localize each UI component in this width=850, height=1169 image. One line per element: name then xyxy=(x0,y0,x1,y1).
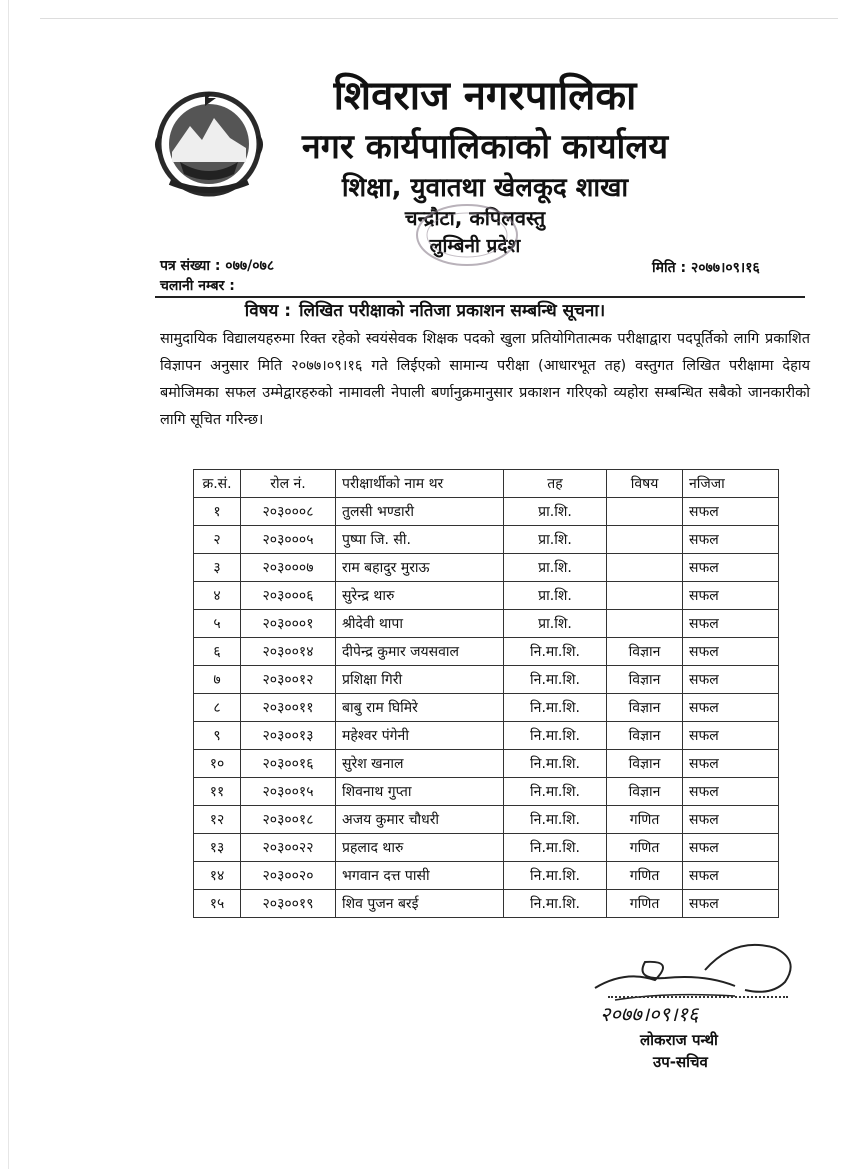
cell-roll: २०३००१९ xyxy=(241,890,336,918)
subject-label: विषय : xyxy=(244,301,292,321)
cell-serial: ५ xyxy=(194,610,241,638)
cell-roll: २०३००१२ xyxy=(241,666,336,694)
col-result: नजिजा xyxy=(683,470,779,498)
cell-result: सफल xyxy=(683,750,779,778)
table-row xyxy=(194,722,779,750)
cell-result: सफल xyxy=(683,638,779,666)
cell-level: नि.मा.शि. xyxy=(504,750,607,778)
table-row xyxy=(194,610,779,638)
cell-roll: २०३००१५ xyxy=(241,778,336,806)
signature-date: २०७७।०९।१६ xyxy=(600,1002,699,1026)
table-row xyxy=(194,582,779,610)
cell-subject: गणित xyxy=(607,834,683,862)
cell-level: प्रा.शि. xyxy=(504,554,607,582)
cell-result: सफल xyxy=(683,526,779,554)
col-roll: रोल नं. xyxy=(241,470,336,498)
cell-name: राम बहादुर मुराऊ xyxy=(336,554,504,582)
cell-level: नि.मा.शि. xyxy=(504,806,607,834)
cell-level: नि.मा.शि. xyxy=(504,778,607,806)
cell-result: सफल xyxy=(683,862,779,890)
cell-name: शिव पुजन बरई xyxy=(336,890,504,918)
cell-serial: १५ xyxy=(194,890,241,918)
col-name: परीक्षार्थीको नाम थर xyxy=(336,470,504,498)
subject-text: लिखित परीक्षाको नतिजा प्रकाशन सम्बन्धि सूचना। xyxy=(299,301,606,321)
cell-serial: १० xyxy=(194,750,241,778)
cell-serial: १२ xyxy=(194,806,241,834)
cell-roll: २०३०००७ xyxy=(241,554,336,582)
results-table xyxy=(193,469,779,918)
cell-subject: गणित xyxy=(607,806,683,834)
scan-edge-left xyxy=(8,0,9,1169)
notice-body: सामुदायिक विद्यालयहरुमा रिक्त रहेको स्वयंसेवक शिक्षक पदको खुला प्रतियोगितात्मक परीक्षाद्वारा पदपूर्तिको लागि प्रकाशित विज्ञापन अनुसार मिति २०७७।०९।१६ गते लिईएको सामान्य परीक्षा (आधारभूत तह) वस्तुगत लिखित परीक्षामा देहाय बमोजिमका सफल उम्मेद्वारहरुको नामावली नेपाली बर्णानुक्रमानुसार प्रकाशन गरिएको व्यहोरा सम्बन्धित सबैको जानकारीको लागि सूचित गरिन्छ। xyxy=(160,331,810,428)
cell-subject: विज्ञान xyxy=(607,722,683,750)
cell-result: सफल xyxy=(683,498,779,526)
table-row xyxy=(194,554,779,582)
cell-result: सफल xyxy=(683,554,779,582)
scan-edge-line xyxy=(40,18,838,19)
cell-level: प्रा.शि. xyxy=(504,526,607,554)
cell-serial: ४ xyxy=(194,582,241,610)
table-row xyxy=(194,526,779,554)
cell-roll: २०३००१३ xyxy=(241,722,336,750)
cell-name: महेश्वर पंगेनी xyxy=(336,722,504,750)
signatory-name: लोकराज पन्थी xyxy=(640,1031,718,1049)
cell-roll: २०३००१६ xyxy=(241,750,336,778)
cell-result: सफल xyxy=(683,890,779,918)
issue-date: मिति : २०७७।०९।१६ xyxy=(652,260,760,276)
cell-level: नि.मा.शि. xyxy=(504,666,607,694)
cell-roll: २०३००११ xyxy=(241,694,336,722)
table-row xyxy=(194,834,779,862)
results-table-body xyxy=(194,498,779,918)
cell-subject xyxy=(607,526,683,554)
cell-subject xyxy=(607,582,683,610)
cell-subject: विज्ञान xyxy=(607,666,683,694)
cell-level: नि.मा.शि. xyxy=(504,862,607,890)
office-name: नगर कार्यपालिकाको कार्यालय xyxy=(301,127,669,167)
cell-level: नि.मा.शि. xyxy=(504,890,607,918)
cell-roll: २०३००२० xyxy=(241,862,336,890)
cell-result: सफल xyxy=(683,834,779,862)
reference-number: पत्र संख्या : ०७७/०७८ xyxy=(160,258,275,274)
cell-roll: २०३०००६ xyxy=(241,582,336,610)
cell-result: सफल xyxy=(683,778,779,806)
cell-serial: ३ xyxy=(194,554,241,582)
cell-level: प्रा.शि. xyxy=(504,498,607,526)
cell-name: प्रशिक्षा गिरी xyxy=(336,666,504,694)
col-level: तह xyxy=(504,470,607,498)
cell-roll: २०३००१४ xyxy=(241,638,336,666)
cell-name: प्रहलाद थारु xyxy=(336,834,504,862)
cell-name: बाबु राम घिमिरे xyxy=(336,694,504,722)
cell-name: तुलसी भण्डारी xyxy=(336,498,504,526)
cell-result: सफल xyxy=(683,666,779,694)
municipality-name: शिवराज नगरपालिका xyxy=(333,73,637,119)
cell-result: सफल xyxy=(683,722,779,750)
cell-serial: १४ xyxy=(194,862,241,890)
cell-subject: विज्ञान xyxy=(607,750,683,778)
cell-serial: ८ xyxy=(194,694,241,722)
signatory-title: उप-सचिव xyxy=(653,1053,708,1071)
cell-name: अजय कुमार चौधरी xyxy=(336,806,504,834)
table-row xyxy=(194,638,779,666)
cell-roll: २०३०००५ xyxy=(241,526,336,554)
cell-result: सफल xyxy=(683,806,779,834)
office-location: चन्द्रौटा, कपिलवस्तु xyxy=(404,206,546,230)
signature-line xyxy=(608,996,788,998)
cell-roll: २०३०००८ xyxy=(241,498,336,526)
cell-name: सुरेन्द्र थारु xyxy=(336,582,504,610)
cell-subject xyxy=(607,498,683,526)
cell-serial: ९ xyxy=(194,722,241,750)
cell-subject xyxy=(607,554,683,582)
cell-subject xyxy=(607,610,683,638)
cell-level: नि.मा.शि. xyxy=(504,694,607,722)
cell-result: सफल xyxy=(683,582,779,610)
cell-result: सफल xyxy=(683,694,779,722)
cell-level: प्रा.शि. xyxy=(504,582,607,610)
cell-subject: विज्ञान xyxy=(607,778,683,806)
cell-name: दीपेन्द्र कुमार जयसवाल xyxy=(336,638,504,666)
subject-line xyxy=(0,298,850,321)
cell-level: नि.मा.शि. xyxy=(504,722,607,750)
cell-serial: ११ xyxy=(194,778,241,806)
cell-name: सुरेश खनाल xyxy=(336,750,504,778)
cell-roll: २०३००२२ xyxy=(241,834,336,862)
office-stamp-icon xyxy=(412,200,522,270)
cell-name: भगवान दत्त पासी xyxy=(336,862,504,890)
cell-level: नि.मा.शि. xyxy=(504,834,607,862)
cell-name: श्रीदेवी थापा xyxy=(336,610,504,638)
cell-serial: २ xyxy=(194,526,241,554)
cell-roll: २०३०००१ xyxy=(241,610,336,638)
col-serial: क्र.सं. xyxy=(194,470,241,498)
cell-serial: १३ xyxy=(194,834,241,862)
table-row xyxy=(194,666,779,694)
cell-subject: गणित xyxy=(607,862,683,890)
table-row xyxy=(194,778,779,806)
cell-subject: गणित xyxy=(607,890,683,918)
table-row xyxy=(194,694,779,722)
cell-name: पुष्पा जि. सी. xyxy=(336,526,504,554)
cell-subject: विज्ञान xyxy=(607,638,683,666)
table-header-row xyxy=(194,470,779,498)
province-name: लुम्बिनी प्रदेश xyxy=(429,235,521,257)
cell-subject: विज्ञान xyxy=(607,694,683,722)
cell-level: नि.मा.शि. xyxy=(504,638,607,666)
cell-level: प्रा.शि. xyxy=(504,610,607,638)
cell-result: सफल xyxy=(683,610,779,638)
table-row xyxy=(194,862,779,890)
handwritten-signature xyxy=(585,930,800,1010)
cell-name: शिवनाथ गुप्ता xyxy=(336,778,504,806)
cell-serial: ७ xyxy=(194,666,241,694)
cell-roll: २०३००१८ xyxy=(241,806,336,834)
section-name: शिक्षा, युवातथा खेलकूद शाखा xyxy=(341,173,629,203)
table-row xyxy=(194,750,779,778)
table-row xyxy=(194,498,779,526)
table-row xyxy=(194,806,779,834)
col-subject: विषय xyxy=(607,470,683,498)
table-row xyxy=(194,890,779,918)
cell-serial: ६ xyxy=(194,638,241,666)
cell-serial: १ xyxy=(194,498,241,526)
dispatch-number: चलानी नम्बर : xyxy=(160,278,235,294)
